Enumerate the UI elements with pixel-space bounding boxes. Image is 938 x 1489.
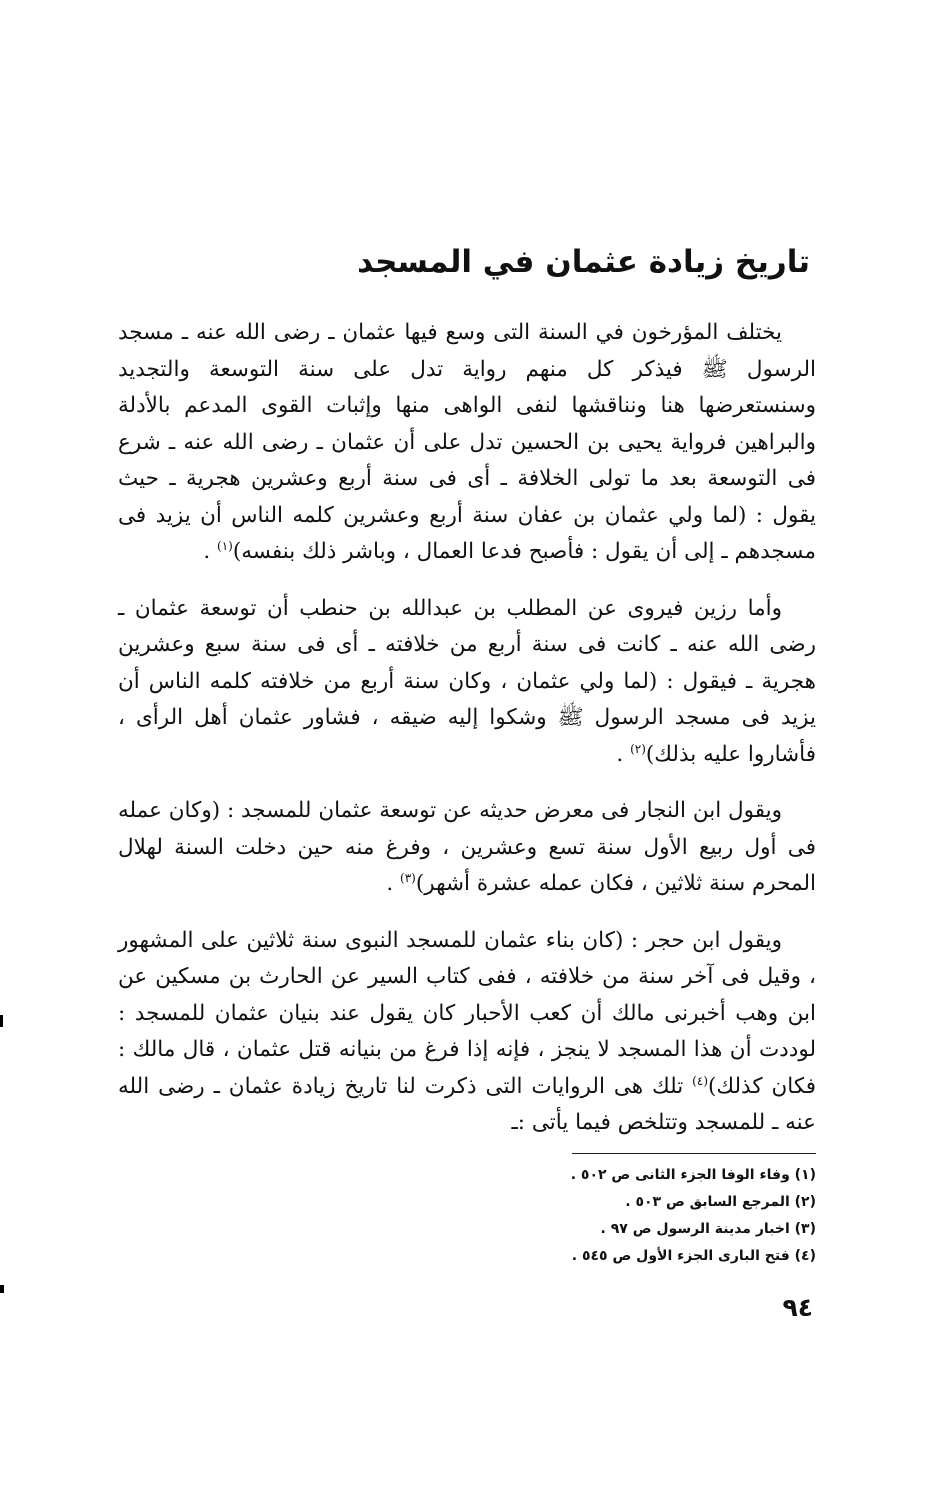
footnotes-list bbox=[396, 1162, 816, 1270]
paragraph-text: يختلف المؤرخون في السنة التى وسع فيها عثمان ـ رضى الله عنه ـ مسجد الرسول ﷺ فيذكر كل منهم رواية تدل على سنة التوسعة والتجديد وسنستعرضها هنا ونناقشها لنفى الواهى منها وإثبات القوى المدعم بالأدلة والبراهين فرواية يحيى بن الحسين تدل على أن عثمان ـ رضى الله عنه ـ شرع فى التوسعة بعد ما تولى الخلافة ـ أى فى سنة أربع وعشرين هجرية ـ حيث يقول : (لما ولي عثمان بن عفان سنة أربع وعشرين كلمه الناس أن يزيد فى مسجدهم ـ إلى أن يقول : فأصبح فدعا العمال ، وباشر ذلك بنفسه) bbox=[118, 320, 816, 564]
body-text bbox=[118, 315, 816, 1162]
page-number: ٩٤ bbox=[782, 1293, 813, 1322]
paragraph-tail: . bbox=[203, 539, 217, 564]
paragraph-text: ويقول ابن النجار فى معرض حديثه عن توسعة عثمان للمسجد : (وكان عمله فى أول ربيع الأول سنة تسع وعشرين ، وفرغ منه حين دخلت السنة لهلال المحرم سنة ثلاثين ، فكان عمله عشرة أشهر) bbox=[118, 798, 816, 896]
footnote-3: (٣) اخبار مدينة الرسول ص ٩٧ . bbox=[600, 1221, 816, 1237]
paragraph-text: وأما رزين فيروى عن المطلب بن عبدالله بن حنطب أن توسعة عثمان ـ رضى الله عنه ـ كانت فى سنة أربع من خلافته ـ أى فى سنة سبع وعشرين هجرية ـ فيقول : (لما ولي عثمان ، وكان سنة أربع من خلافته كلمه الناس أن يزيد فى مسجد الرسول ﷺ وشكوا إليه ضيقه ، فشاور عثمان أهل الرأى ، فأشاروا عليه بذلك) bbox=[118, 595, 816, 767]
paragraph-tail: . bbox=[386, 871, 401, 896]
page-title: تاريخ زيادة عثمان في المسجد bbox=[357, 244, 810, 280]
footnote-reference[interactable]: (٤) bbox=[692, 1073, 708, 1088]
paragraph-2 bbox=[118, 591, 816, 774]
paragraph-text: ويقول ابن حجر : (كان بناء عثمان للمسجد النبوى سنة ثلاثين على المشهور ، وقيل فى آخر سنة من خلافته ، ففى كتاب السير عن الحارث بن مسكين عن ابن وهب أخبرنى مالك أن كعب الأحبار كان يقول عند بنيان عثمان للمسجد : لوددت أن هذا المسجد لا ينجز ، فإنه إذا فرغ من بنيانه قتل عثمان ، قال مالك : فكان كذلك) bbox=[118, 927, 816, 1099]
paragraph-4 bbox=[118, 923, 816, 1142]
footnote-reference[interactable]: (٢) bbox=[630, 741, 646, 756]
paragraph-tail: . bbox=[616, 741, 631, 767]
footnote-1: (١) وفاء الوفا الجزء الثانى ص ٥٠٢ . bbox=[570, 1167, 816, 1183]
paragraph-1 bbox=[118, 315, 816, 571]
footnote-4: (٤) فتح البارى الجزء الأول ص ٥٤٥ . bbox=[571, 1248, 816, 1264]
footnote-reference[interactable]: (١) bbox=[217, 538, 233, 553]
footnote-reference[interactable]: (٣) bbox=[400, 870, 416, 885]
footnote-2: (٢) المرجع السابق ص ٥٠٣ . bbox=[625, 1194, 816, 1210]
scan-artifact bbox=[0, 1285, 4, 1293]
paragraph-3 bbox=[118, 793, 816, 903]
scan-artifact bbox=[0, 1015, 3, 1027]
footnote-divider bbox=[572, 1153, 816, 1154]
paragraph-tail: تلك هى الروايات التى ذكرت لنا تاريخ زيادة عثمان ـ رضى الله عنه ـ للمسجد وتتلخص فيما يأتى :ـ bbox=[118, 1073, 816, 1135]
